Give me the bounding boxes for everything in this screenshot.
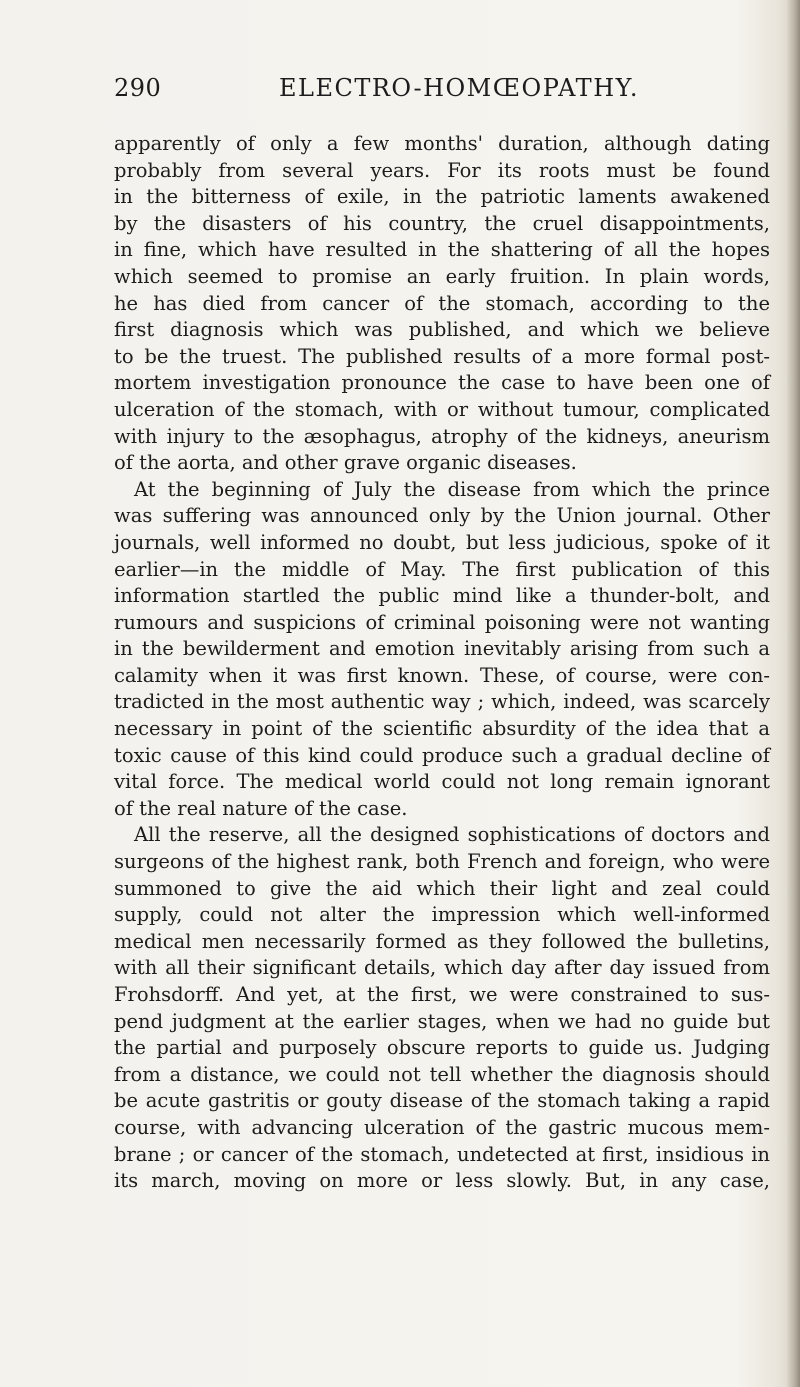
text-line: probably from several years. For its roots must be found bbox=[114, 158, 770, 182]
text-line: in fine, which have resulted in the shattering of all the hopes bbox=[114, 238, 770, 262]
text-line: of the real nature of the case. bbox=[114, 796, 408, 820]
text-line: the partial and purposely obscure reports to guide us. Judging bbox=[114, 1036, 770, 1060]
text-line: medical men necessarily formed as they followed the bulletins, bbox=[114, 929, 770, 953]
text-line: in the bitterness of exile, in the patriotic laments awakened bbox=[114, 185, 770, 209]
text-line: brane ; or cancer of the stomach, undetected at first, insidious in bbox=[114, 1142, 770, 1166]
text-line: supply, could not alter the impression which well-informed bbox=[114, 903, 770, 927]
text-line: first diagnosis which was published, and which we believe bbox=[114, 318, 770, 342]
text-line: calamity when it was first known. These, of course, were con- bbox=[114, 663, 770, 687]
text-line: to be the truest. The published results of a more formal post- bbox=[114, 344, 770, 368]
text-line: toxic cause of this kind could produce such a gradual decline of bbox=[114, 743, 770, 767]
page-header bbox=[114, 74, 764, 110]
text-line: by the disasters of his country, the cruel disappointments, bbox=[114, 211, 770, 235]
text-line: Frohsdorff. And yet, at the first, we were constrained to sus- bbox=[114, 983, 770, 1006]
text-line: which seemed to promise an early fruition. In plain words, bbox=[114, 264, 770, 288]
text-line: course, with advancing ulceration of the gastric mucous mem- bbox=[114, 1115, 770, 1139]
text-line: surgeons of the highest rank, both French and foreign, who were bbox=[114, 850, 770, 874]
text-line: All the reserve, all the designed sophistications of doctors and bbox=[134, 823, 770, 847]
text-line: information startled the public mind like a thunder-bolt, and bbox=[114, 584, 770, 608]
text-line: summoned to give the aid which their light and zeal could bbox=[114, 876, 770, 900]
text-line: mortem investigation pronounce the case to have been one of bbox=[114, 371, 770, 395]
text-line: with all their significant details, which day after day issued from bbox=[114, 956, 770, 980]
text-line: from a distance, we could not tell whether the diagnosis should bbox=[114, 1062, 770, 1086]
page-number: 290 bbox=[114, 74, 162, 102]
text-line: pend judgment at the earlier stages, when we had no guide but bbox=[114, 1009, 770, 1033]
text-line: rumours and suspicions of criminal poisoning were not wanting bbox=[114, 610, 770, 634]
body-text bbox=[114, 131, 770, 1195]
running-title: ELECTRO-HOMŒOPATHY. bbox=[278, 74, 639, 102]
text-line: he has died from cancer of the stomach, according to the bbox=[114, 291, 770, 315]
text-line: necessary in point of the scientific absurdity of the idea that a bbox=[114, 717, 770, 741]
text-line: At the beginning of July the disease from which the prince bbox=[134, 477, 770, 501]
text-line: journals, well informed no doubt, but less judicious, spoke of it bbox=[114, 530, 770, 554]
text-line: tradicted in the most authentic way ; which, indeed, was scarcely bbox=[114, 690, 770, 714]
text-line: ulceration of the stomach, with or without tumour, complicated bbox=[114, 397, 770, 421]
text-line: was suffering was announced only by the Union journal. Other bbox=[114, 504, 770, 528]
page-edge-shadow bbox=[786, 0, 800, 1387]
text-line: its march, moving on more or less slowly. But, in any case, bbox=[114, 1169, 770, 1193]
text-line: in the bewilderment and emotion inevitably arising from such a bbox=[114, 637, 770, 661]
text-line: earlier—in the middle of May. The first publication of this bbox=[114, 557, 770, 581]
text-line: be acute gastritis or gouty disease of the stomach taking a rapid bbox=[114, 1089, 770, 1113]
text-line: of the aorta, and other grave organic diseases. bbox=[114, 451, 577, 475]
text-line: apparently of only a few months' duration, although dating bbox=[114, 132, 770, 155]
text-line: vital force. The medical world could not long remain ignorant bbox=[114, 770, 770, 794]
text-line: with injury to the æsophagus, atrophy of the kidneys, aneurism bbox=[114, 424, 770, 448]
